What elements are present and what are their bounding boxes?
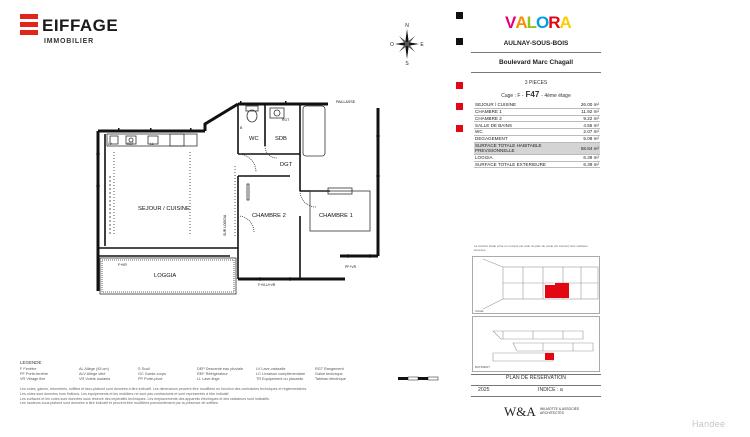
legend-note: Les cotes, gaines, retombées, soffites et faux-plafond sont données à titre indicatif. Les dimensions peuvent être modifiées en fonction des contraintes techniques et réglementaires.: [20, 387, 308, 391]
legend-item: VR Volets roulants: [79, 377, 111, 381]
legend-item: DEP Descente eau pluviale: [197, 367, 244, 371]
area-value: 5.08 m²: [580, 135, 600, 142]
label-chambre2: CHAMBRE 2: [252, 213, 286, 219]
marker-black: [456, 12, 463, 19]
apartment-pieces: 3 PIECES: [524, 80, 548, 86]
label-ref: REF: [127, 142, 134, 146]
legend-item: AL Allège (45 cm): [79, 367, 109, 371]
area-value: 9.22 m²: [580, 115, 600, 122]
lot-number: F47: [525, 90, 540, 99]
legend-item: GC Garde-corps: [138, 372, 166, 376]
legend-item: REF Réfrigérateur: [197, 372, 228, 376]
legend-item: VR Vitrage fixe: [20, 377, 46, 381]
label-f-vlu: F+VLU+VR: [258, 283, 276, 287]
label-lv: LV: [108, 142, 112, 146]
legend-item: ALV Allège vitré: [79, 372, 106, 376]
area-label: SURFACE TOTALE HABITABLE PREVISIONNELLE: [474, 142, 580, 154]
mini-label-batiment: BATIMENT: [475, 365, 490, 369]
brand-logo: [505, 13, 571, 33]
area-value: 26.00 m²: [580, 102, 599, 108]
area-label: WC: [474, 129, 580, 136]
area-row: [474, 161, 600, 168]
legend: [20, 360, 450, 420]
legend-title: LEGENDE: [20, 360, 42, 365]
apartment-cage: Cage : F - F47 - 4ème étage: [501, 90, 571, 99]
plan-year: 2025: [478, 387, 490, 393]
legend-item: TR Equipement ou placards: [256, 377, 304, 381]
area-row: [474, 135, 600, 142]
area-value: 58.84 m²: [580, 142, 600, 154]
area-label: SURFACE TOTALE EXTERIEURE: [474, 161, 580, 168]
legend-item: LC Livraison complémentaire: [256, 372, 306, 376]
building-location-map: [472, 316, 600, 372]
brand-letter: L: [526, 13, 537, 32]
label-paillasse: PAILLASSE: [336, 100, 356, 104]
svg-text:O: O: [390, 42, 394, 48]
area-value: 6.39 m²: [580, 154, 600, 161]
legend-note: Les hauteurs sous plafond sont données à titre indicatif et peuvent être modifiées ponctuellement par la présence de soffites.: [20, 401, 219, 406]
area-label: CHAMBRE 1: [474, 108, 580, 115]
label-loggia: LOGGIA: [154, 273, 177, 279]
area-value: 4.55 m²: [580, 122, 600, 129]
marker-black: [456, 38, 463, 45]
area-label: CHAMBRE 2: [474, 115, 580, 122]
developer-logo: [20, 14, 130, 50]
legend-item: LV Lave-vaisselle: [256, 367, 286, 371]
area-label: DEGAGEMENT: [474, 135, 580, 142]
label-sdb: SDB: [275, 136, 287, 142]
svg-text:S: S: [405, 61, 409, 66]
legend-note: Les surfaces et les cotes sont données sous réserve des impératifs techniques. Les emplacements des appareils électriques et des radiateurs sont indicatifs.: [20, 396, 270, 401]
architect-mark: W&A: [504, 404, 536, 419]
mini-label-cage: CAGE: [475, 309, 484, 313]
plan-title: PLAN DE RÉSERVATION: [506, 375, 566, 381]
legend-item: S Sculi: [138, 367, 150, 371]
label-b: B: [240, 126, 243, 130]
area-label: SALLE DE BAINS: [474, 122, 580, 129]
developer-subtitle: IMMOBILIER: [44, 38, 94, 45]
area-table: [474, 102, 600, 168]
legend-item: Gaine technique: [315, 372, 343, 376]
developer-name: EIFFAGE: [42, 16, 119, 35]
area-value: 6.39 m²: [580, 161, 600, 168]
brand-letter: O: [536, 13, 549, 32]
area-row: [474, 129, 600, 136]
label-rgt: RGT: [282, 118, 290, 122]
plan-indice: INDICE : a: [538, 387, 563, 393]
label-wc: WC: [249, 136, 259, 142]
svg-text:N: N: [405, 23, 409, 29]
brand-letter: A: [559, 13, 571, 32]
label-pf-vr: PF+VR: [345, 265, 357, 269]
scale-bar-icon: [396, 374, 446, 384]
legend-item: PF Porte-fenêtre: [20, 372, 49, 376]
legend-item: PP Porte-pivot: [138, 377, 163, 381]
area-row: [474, 154, 600, 161]
watermark: Handee: [692, 419, 726, 429]
architect-name: WILMOTTE & ASSOCIÉS ARCHITECTES: [540, 407, 580, 415]
floor-plan: [90, 96, 390, 301]
legend-grid: [20, 367, 370, 381]
area-label: LOGGIA: [474, 154, 580, 161]
label-sejour: SEJOUR / CUISINE: [138, 206, 190, 212]
legend-item: Tableau électrique: [315, 377, 346, 381]
legend-item: RGT Rangement: [315, 367, 344, 371]
brand-letter: A: [515, 13, 527, 32]
marker-red: [456, 82, 463, 89]
legend-item: LL Lave-linge: [197, 377, 220, 381]
architect-logo: [500, 400, 600, 422]
area-row: [474, 142, 600, 154]
legend-notes: [20, 387, 450, 406]
compass-icon: [390, 22, 424, 66]
project-city: AULNAY-SOUS-BOIS: [503, 40, 569, 47]
area-value: 11.92 m²: [581, 109, 599, 115]
area-note: La surface totale prise en compte est celle du plan de vente (loi Carrez) hors surfaces annexes.: [474, 244, 588, 252]
label-ll: LL: [150, 142, 154, 146]
area-label: SEJOUR / CUISINE: [474, 102, 580, 108]
brand-letter: R: [548, 13, 560, 32]
area-row: [474, 108, 600, 115]
label-chambre1: CHAMBRE 1: [319, 213, 353, 219]
svg-text:E: E: [420, 42, 424, 48]
area-row: [474, 122, 600, 129]
marker-red: [456, 125, 463, 132]
label-dgt: DGT: [280, 162, 293, 168]
label-f-vr: F+VR: [118, 263, 127, 267]
project-street: Boulevard Marc Chagall: [498, 59, 574, 66]
cage-location-map: [472, 256, 600, 314]
label-sur-loggia: SUR LOGGIA: [223, 214, 227, 236]
area-row: [474, 115, 600, 122]
area-value: 2.07 m²: [580, 129, 600, 136]
marker-red: [456, 103, 463, 110]
eiffage-mark-icon: [20, 14, 38, 36]
legend-note: Les côtes sont données hors finitions. Les équipements et les mobiliers ne sont pas contractuels et sont représentés à titre indicatif.: [20, 391, 230, 396]
legend-item: F Fenêtre: [20, 367, 37, 371]
brand-letter: V: [505, 13, 516, 32]
